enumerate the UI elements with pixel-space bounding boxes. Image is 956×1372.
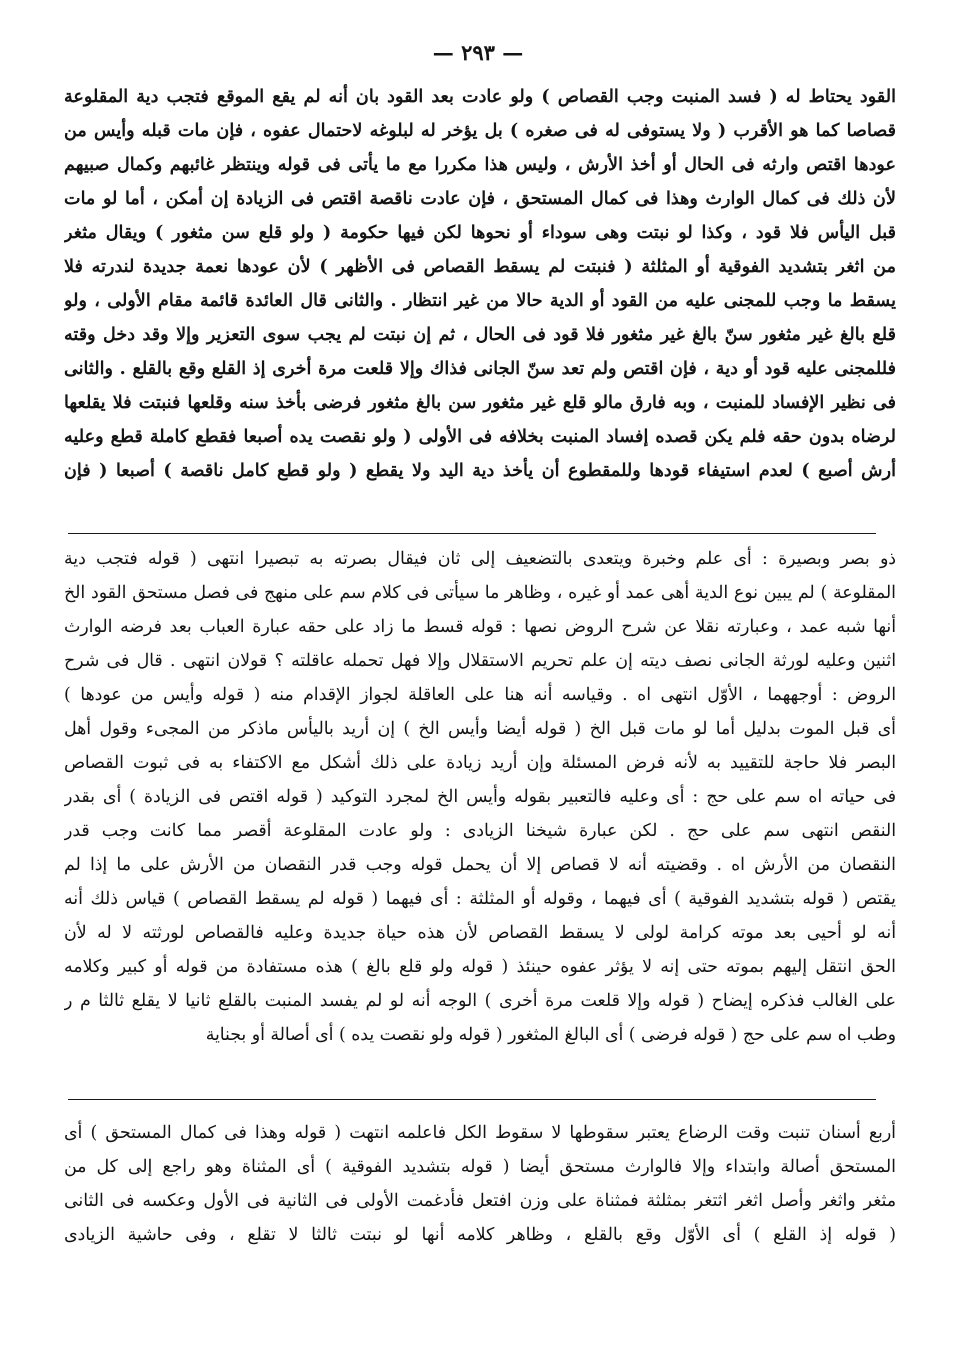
main-text-line: القود يحتاط له ( فسد المنبت وجب القصاص ) ولو عادت بعد القود بان أنه لم يقع الموقع فتجب دية المقلوعة: [64, 86, 896, 107]
main-text-line: فى نظير الإفساد للمنبت ، وبه فارق مالو قلع غير مثغور سن بالغ مثغور فرضى بأخذ سنه وقلعها فنبتت فلا يقلعها: [64, 392, 896, 413]
gloss-text: [64, 1116, 896, 1252]
main-text-line: عودها اقتص وارثه فى الحال أو أخذ الأرش ، وليس هذا مكررا مع ما يأتى فى قوله وينتظر غائبهم وكمال صبيهم: [64, 154, 896, 175]
main-text: [64, 80, 896, 488]
commentary-line: النقصان من الأرش اه . وقضيته أنه لا قصاص إلا أن يحمل قوله وجب قدر النقصان من الأرش على ما إذا لم: [64, 855, 896, 875]
main-text-line: من اثغر بتشديد الفوقية أو المثلثة ( فنبتت لم يسقط القصاص فى الأظهر ) لأن عودها نعمة جديدة لندرته فلا: [64, 256, 896, 277]
gloss-line: ( قوله إذ القلع ) أى الأوّل وقع بالقلع ، وظاهر كلامه أنها لو نبتت ثالثا لا تقلع ، وفى حاشية الزيادى: [64, 1225, 896, 1245]
commentary-line: البصر فلا حاجة للتقييد به لأنه فرض المسئلة وإن أريد زيادة على ذلك أشكل مع الاكتفاء به فى ثبوت القصاص: [64, 753, 896, 773]
commentary-line: فى حياته اه سم على حج : أى وعليه فالتعبير بقوله وأيس الخ لمجرد التوكيد ( قوله اقتص فى الزيادة ) أى بقدر: [64, 787, 896, 807]
commentary-line: يقتص ( قوله بتشديد الفوقية ) أى فيهما ، وقوله أو المثلثة : أى فيهما ( قوله لم يسقط القصاص ) قياس ذلك أنه: [64, 889, 896, 909]
commentary-line: أى قبل الموت بدليل أما لو مات قبل الخ ( قوله أيضا وأيس الخ ) إن أريد باليأس ماذكر من المجىء وقول أهل: [64, 719, 896, 739]
commentary-line: على الغالب فذكره إيضاح ( قوله وإلا قلعت مرة أخرى ) الوجه أنه لو لم يفسد المنبت بالقلع ثانيا لا يقلع ثالثا م ر: [64, 991, 896, 1011]
commentary-text: [64, 542, 896, 1052]
gloss-line: مثغر واثغر وأصل اثغر اثتغر بمثلثة فمثناة على وزن افتعل فأدغمت الأولى فى الثانية فى الأول وعكسه فى الثانى: [64, 1191, 896, 1211]
gloss-line: أربع أسنان تنبت وقت الرضاع يعتبر سقوطها لا سقوط الكل فاعلمه انتهت ( قوله وهذا فى كمال المستحق ) أى: [64, 1123, 896, 1143]
separator-rule-2: [68, 1099, 876, 1100]
main-text-line: لرضاه بدون حقه فلم يكن قصده إفساد المنبت بخلافه فى الأولى ( ولو نقصت يده أصبعا فقطع كاملة قطع وعليه: [64, 426, 896, 447]
commentary-line: وطب اه سم على حج ( قوله فرضى ) أى البالغ المثغور ( قوله ولو نقصت يده ) أى أصالة أو بجناية: [205, 1025, 896, 1045]
main-text-line: قصاصا كما هو الأقرب ( ولا يستوفى له فى صغره ) بل يؤخر له لبلوغه لاحتمال عفوه ، فإن مات قبله وأيس من: [64, 120, 896, 141]
main-text-line: لأن ذلك فى كمال الوارث وهذا فى كمال المستحق ، فإن عادت ناقصة اقتص فى الزيادة إن أمكن ، أما لو مات: [64, 188, 896, 209]
main-text-line: قلع بالغ غير مثغور سنّ بالغ غير مثغور فلا قود فى الحال ، ثم إن نبتت لم يجب سوى التعزير وإلا وقد دخل وقته: [64, 324, 896, 345]
commentary-line: الحق انتقل إليهم بموته حتى إنه لا يؤثر عفوه حينئذ ( قوله ولو قلع بالغ ) هذه مستفادة من قوله أو كبير وكلامه: [64, 957, 896, 977]
commentary-line: ذو بصر وبصيرة : أى علم وخبرة ويتعدى بالتضعيف إلى ثان فيقال بصرته به تبصيرا انتهى ( قوله فتجب دية: [64, 549, 896, 569]
page-number: — ٢٩٣ —: [432, 40, 524, 65]
commentary-line: اثنين وعليه لورثة الجانى نصف ديته إن علم تحريم الاستقلال وإلا فهل تحمله عاقلته ؟ قولان انتهى . قال فى شرح: [64, 651, 896, 671]
main-text-line: أرش أصبع ) لعدم استيفاء قودها وللمقطوع أن يأخذ دية اليد ولا يقطع ( ولو قطع كامل ناقصة ) أصبعا ( فإن: [64, 460, 896, 481]
separator-rule-1: [68, 533, 876, 534]
gloss-line: المستحق أصالة وابتداء وإلا فالوارث مستحق أيضا ( قوله بتشديد الفوقية ) أى المثناة وهو راجع إلى كل من: [64, 1157, 896, 1177]
commentary-line: النقص انتهى سم على حج . لكن عبارة شيخنا الزيادى : ولو عادت المقلوعة أقصر مما كانت وجب قدر: [64, 821, 896, 841]
main-text-line: فللمجنى عليه قود أو دية ، فإن اقتص ولم تعد سنّ الجانى فذاك وإلا قلعت مرة أخرى إذ القلع وقع بالقلع . والثانى: [64, 358, 896, 379]
commentary-line: المقلوعة ) لم يبين نوع الدية أهى عمد أو غيره ، وظاهر ما سيأتى فى كلام سم على منهج فى فصل مستحق القود الخ: [64, 583, 896, 603]
commentary-line: أنها شبه عمد ، وعبارته نقلا عن شرح الروض نصها : قوله قسط ما زاد على حقه عبارة العباب بعد فرضه الوارث: [64, 617, 896, 637]
commentary-line: أنه لو أحيى بعد موته كرامة لولى لا يسقط القصاص لأن هذه حياة جديدة وعليه فالقصاص لورثته لا له لأن: [64, 923, 896, 943]
main-text-line: قبل اليأس فلا قود ، وكذا لو نبتت وهى سوداء أو نحوها لكن فيها حكومة ( ولو قلع سن مثغور ) ويقال مثغر: [64, 222, 896, 243]
commentary-line: الروض : أوجههما ، الأوّل انتهى اه . وقياسه أنه هنا على العاقلة لجواز الإقدام منه ( قوله وأيس من عودها ): [64, 685, 896, 705]
main-text-line: يسقط ما وجب للمجنى عليه من القود أو الدية حالا من غير انتظار . والثانى قال العائدة قائمة مقام الأولى ، ولو: [64, 290, 896, 311]
